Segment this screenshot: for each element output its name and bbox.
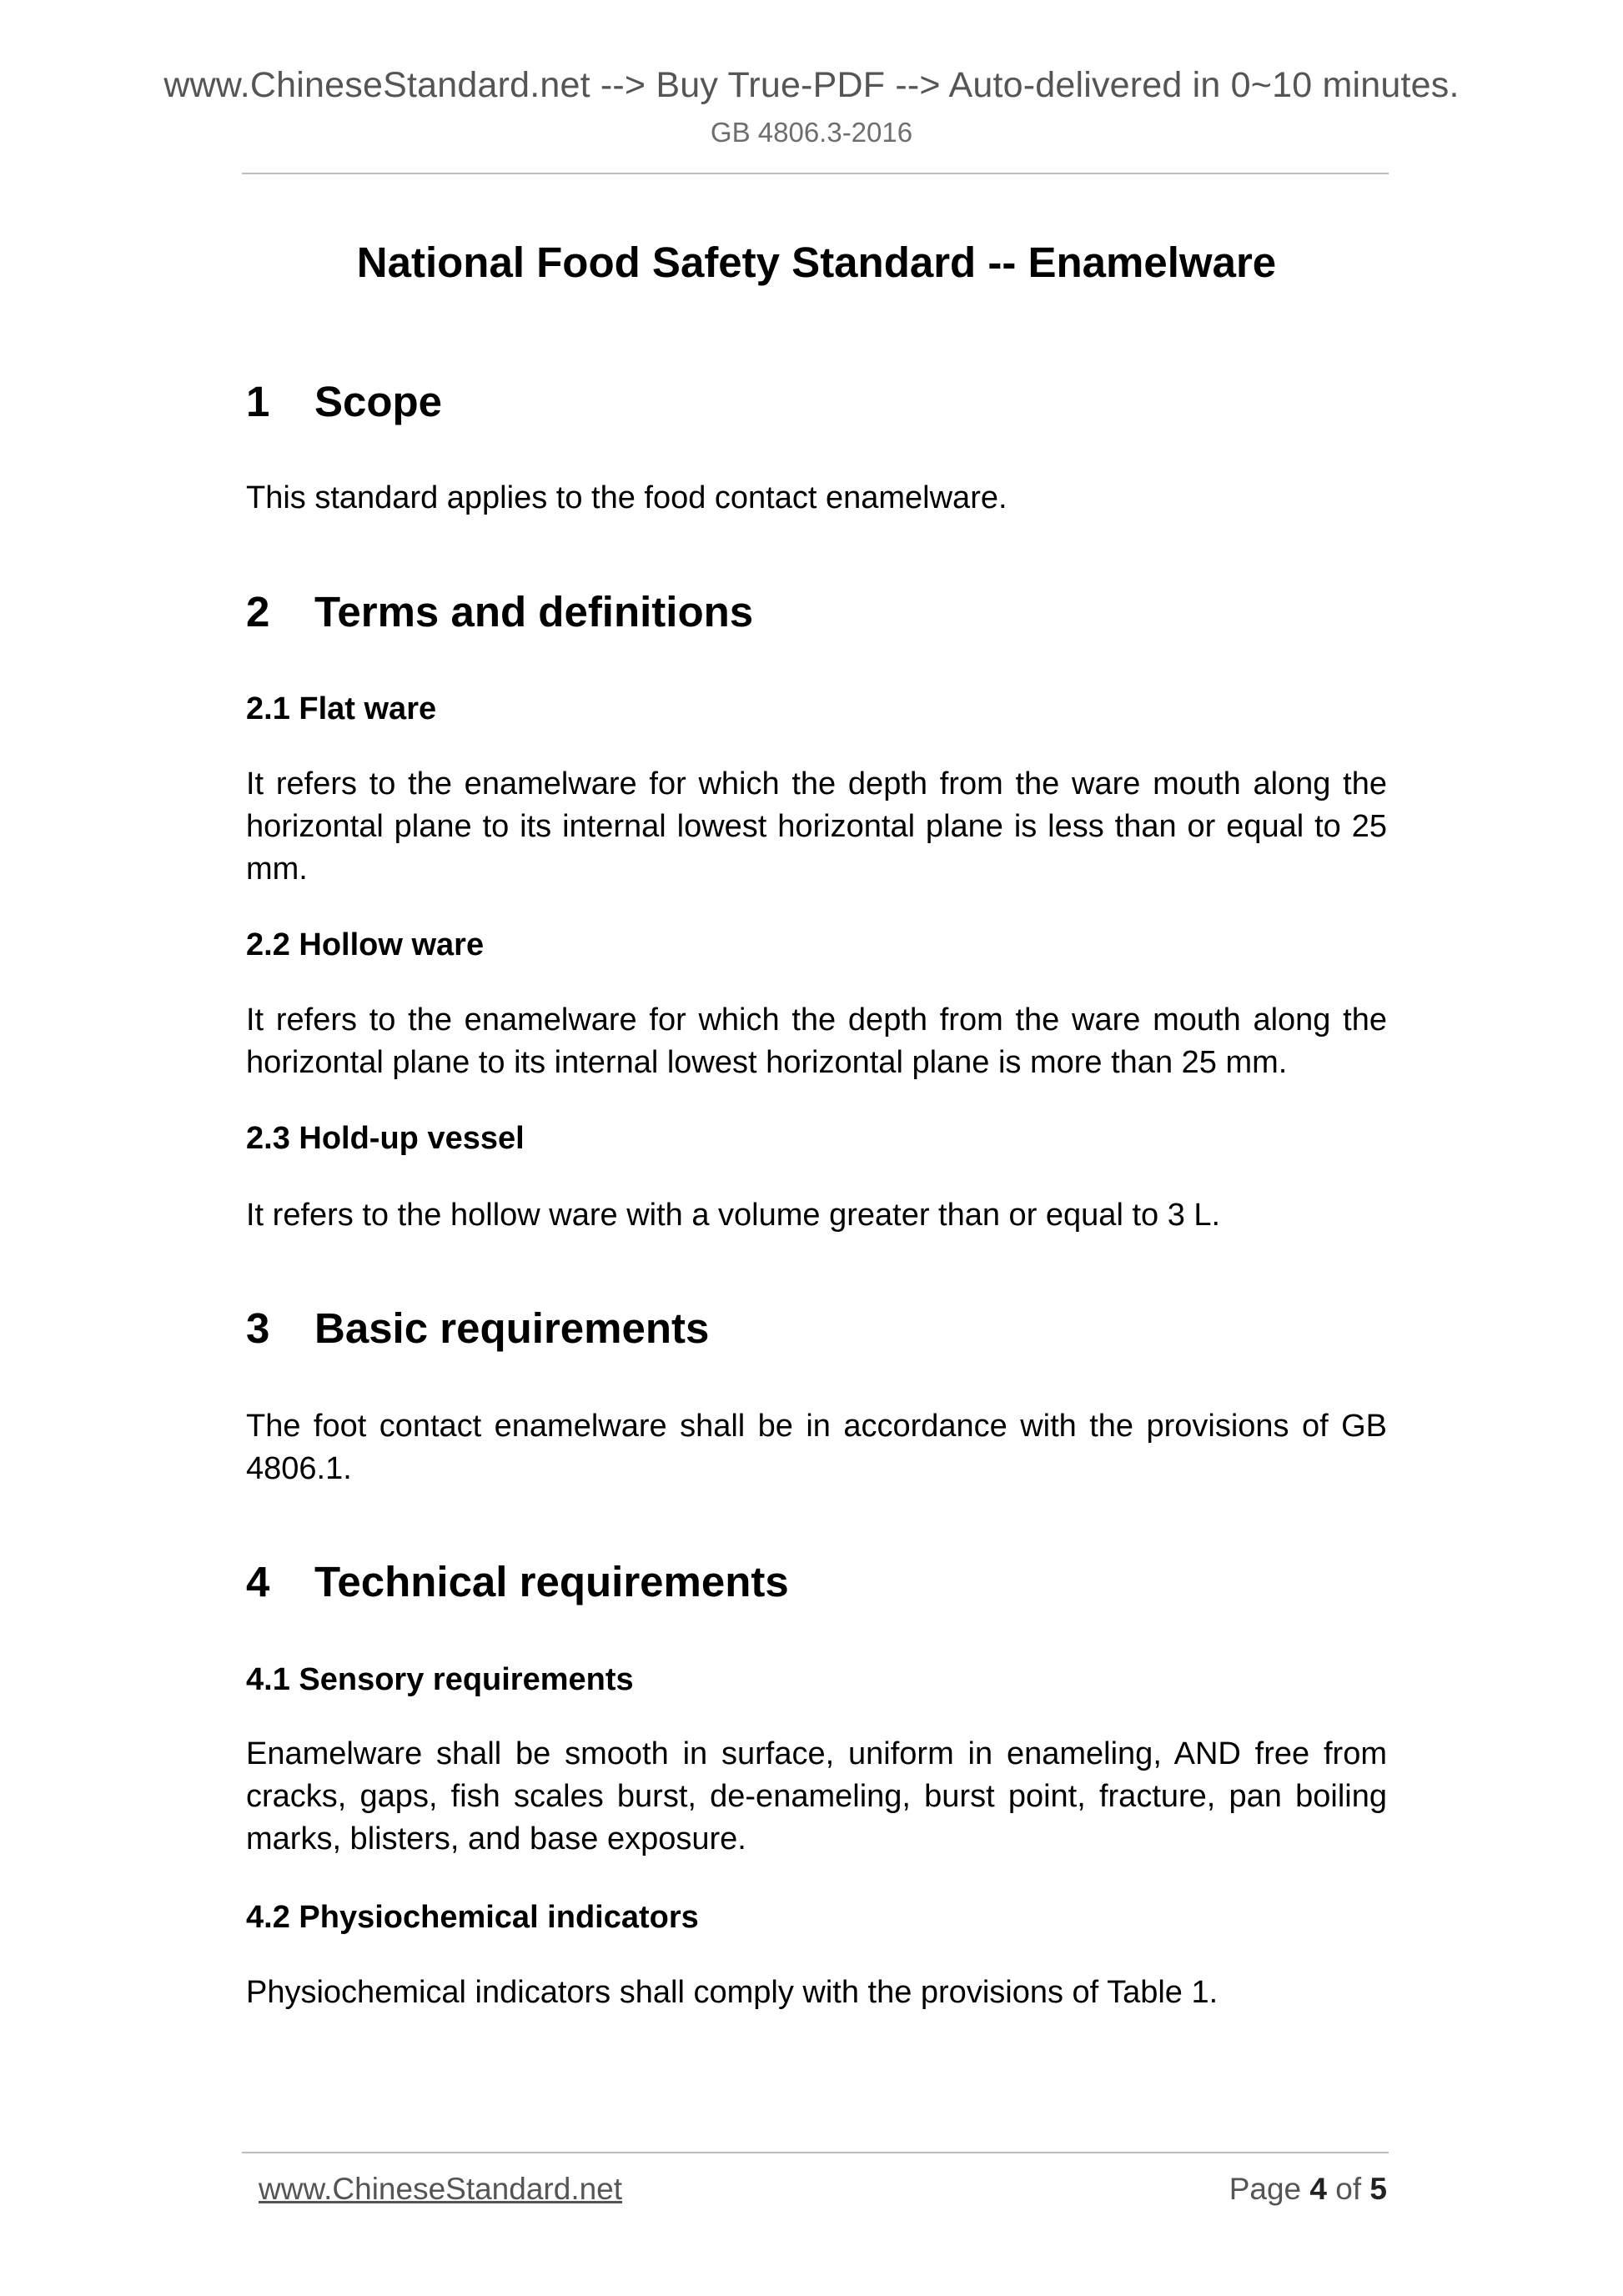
subsection-2-3-heading: 2.3 Hold-up vessel <box>246 1121 525 1156</box>
header-divider <box>242 173 1389 174</box>
section-3-text: The foot contact enamelware shall be in accordance with the provisions of GB 4806.1. <box>246 1409 1387 1486</box>
page-current: 4 <box>1309 2172 1327 2206</box>
subsection-2-3-text: It refers to the hollow ware with a volume greater than or equal to 3 L. <box>246 1198 1221 1233</box>
footer-divider <box>242 2152 1389 2153</box>
section-number: 4 <box>246 1558 270 1605</box>
section-title: Scope <box>314 378 443 425</box>
section-number: 1 <box>246 378 270 425</box>
footer-website-link[interactable]: www.ChineseStandard.net <box>259 2172 623 2206</box>
subsection-2-2-text: It refers to the enamelware for which the depth from the ware mouth along the horizontal plane to its internal lowest horizontal plane is more than 25 mm. <box>246 1002 1387 1080</box>
subsection-4-1-heading: 4.1 Sensory requirements <box>246 1662 634 1697</box>
page-total: 5 <box>1369 2172 1387 2206</box>
subsection-4-1-text: Enamelware shall be smooth in surface, uniform in enameling, AND free from cracks, gaps, fish scales burst, de-enameling, burst point, fracture, pan boiling marks, blisters, and base exposure. <box>246 1736 1387 1856</box>
section-number: 3 <box>246 1304 270 1352</box>
section-number: 2 <box>246 588 270 636</box>
subsection-2-1-text: It refers to the enamelware for which the depth from the ware mouth along the horizontal plane to its internal lowest horizontal plane is less than or equal to 25 mm. <box>246 766 1387 887</box>
page-indicator <box>1229 2172 1387 2207</box>
section-2-heading <box>246 587 753 636</box>
section-title: Basic requirements <box>314 1304 710 1352</box>
section-title: Terms and definitions <box>314 588 754 636</box>
section-1-text: This standard applies to the food contact enamelware. <box>246 480 1007 515</box>
section-title: Technical requirements <box>314 1558 789 1605</box>
section-3-heading <box>246 1304 709 1353</box>
section-1-heading <box>246 377 442 426</box>
subsection-4-2-text: Physiochemical indicators shall comply with the provisions of Table 1. <box>246 1975 1219 2010</box>
subsection-2-2-heading: 2.2 Hollow ware <box>246 927 485 962</box>
document-title: National Food Safety Standard -- Enamelware <box>356 239 1277 286</box>
header-banner: www.ChineseStandard.net --> Buy True-PDF --> Auto-delivered in 0~10 minutes. <box>163 65 1460 105</box>
document-number: GB 4806.3-2016 <box>710 117 913 148</box>
page-of-label: of <box>1335 2172 1362 2206</box>
page-label: Page <box>1229 2172 1302 2206</box>
subsection-4-2-heading: 4.2 Physiochemical indicators <box>246 1900 699 1935</box>
subsection-2-1-heading: 2.1 Flat ware <box>246 691 437 726</box>
section-4-heading <box>246 1557 789 1606</box>
